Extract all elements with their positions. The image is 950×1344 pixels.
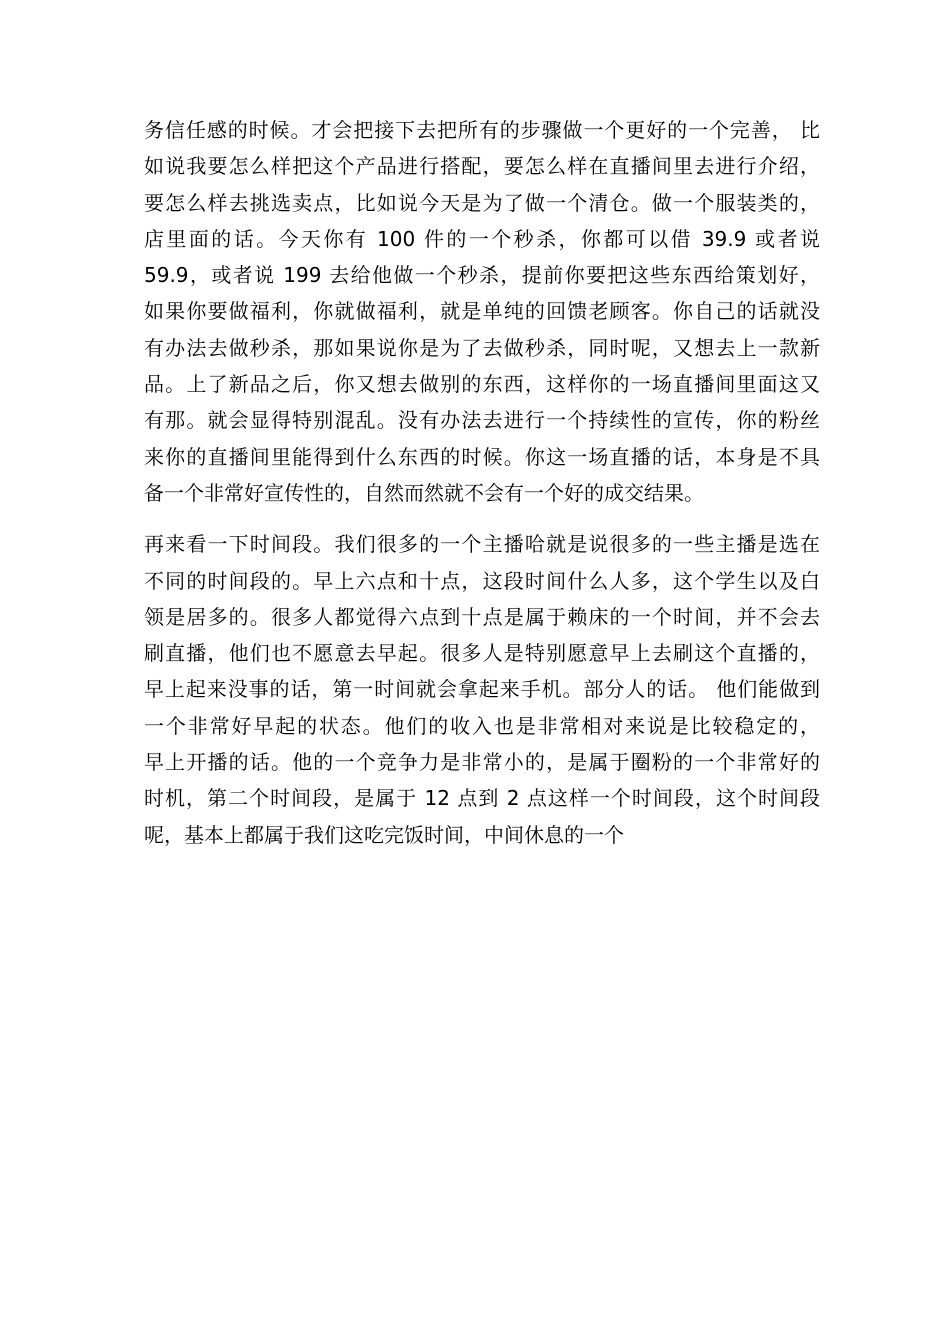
text-line: 再来看一下时间段。我们很多的一个主播哈就是说很多的一些主播是选在 xyxy=(144,532,820,557)
text-line: 如说我要怎么样把这个产品进行搭配，要怎么样在直播间里去进行介绍， xyxy=(144,154,820,179)
text-line: 品。上了新品之后，你又想去做别的东西，这样你的一场直播间里面这又 xyxy=(144,372,820,397)
text-line: 不同的时间段的。早上六点和十点，这段时间什么人多，这个学生以及白 xyxy=(144,568,820,593)
text-line: 呢，基本上都属于我们这吃完饭时间，中间休息的一个 xyxy=(144,822,624,847)
text-line: 备一个非常好宣传性的，自然而然就不会有一个好的成交结果。 xyxy=(144,480,704,505)
text-line: 早上开播的话。他的一个竞争力是非常小的，是属于圈粉的一个非常好的 xyxy=(144,750,820,775)
paragraph-2 xyxy=(144,526,820,853)
text-line: 来你的直播间里能得到什么东西的时候。你这一场直播的话，本身是不具 xyxy=(144,444,820,469)
paragraph-1 xyxy=(144,112,820,511)
document-body xyxy=(144,112,820,853)
text-line: 店里面的话。今天你有 100 件的一个秒杀，你都可以借 39.9 或者说 xyxy=(144,226,820,251)
text-line: 有办法去做秒杀，那如果说你是为了去做秒杀，同时呢，又想去上一款新 xyxy=(144,335,820,360)
text-line: 要怎么样去挑选卖点，比如说今天是为了做一个清仓。做一个服装类的， xyxy=(144,190,820,215)
text-line: 领是居多的。很多人都觉得六点到十点是属于赖床的一个时间，并不会去 xyxy=(144,604,820,629)
text-line: 如果你要做福利，你就做福利，就是单纯的回馈老顾客。你自己的话就没 xyxy=(144,299,820,324)
text-line: 刷直播，他们也不愿意去早起。很多人是特别愿意早上去刷这个直播的， xyxy=(144,641,820,666)
text-line: 一个非常好早起的状态。他们的收入也是非常相对来说是比较稳定的， xyxy=(144,713,820,738)
text-line: 早上起来没事的话，第一时间就会拿起来手机。部分人的话。 他们能做到 xyxy=(144,677,820,702)
text-line: 有那。就会显得特别混乱。没有办法去进行一个持续性的宣传，你的粉丝 xyxy=(144,408,820,433)
text-line: 59.9，或者说 199 去给他做一个秒杀，提前你要把这些东西给策划好， xyxy=(144,263,820,288)
text-line: 时机，第二个时间段，是属于 12 点到 2 点这样一个时间段，这个时间段 xyxy=(144,786,820,811)
text-line: 务信任感的时候。才会把接下去把所有的步骤做一个更好的一个完善， 比 xyxy=(144,118,820,142)
